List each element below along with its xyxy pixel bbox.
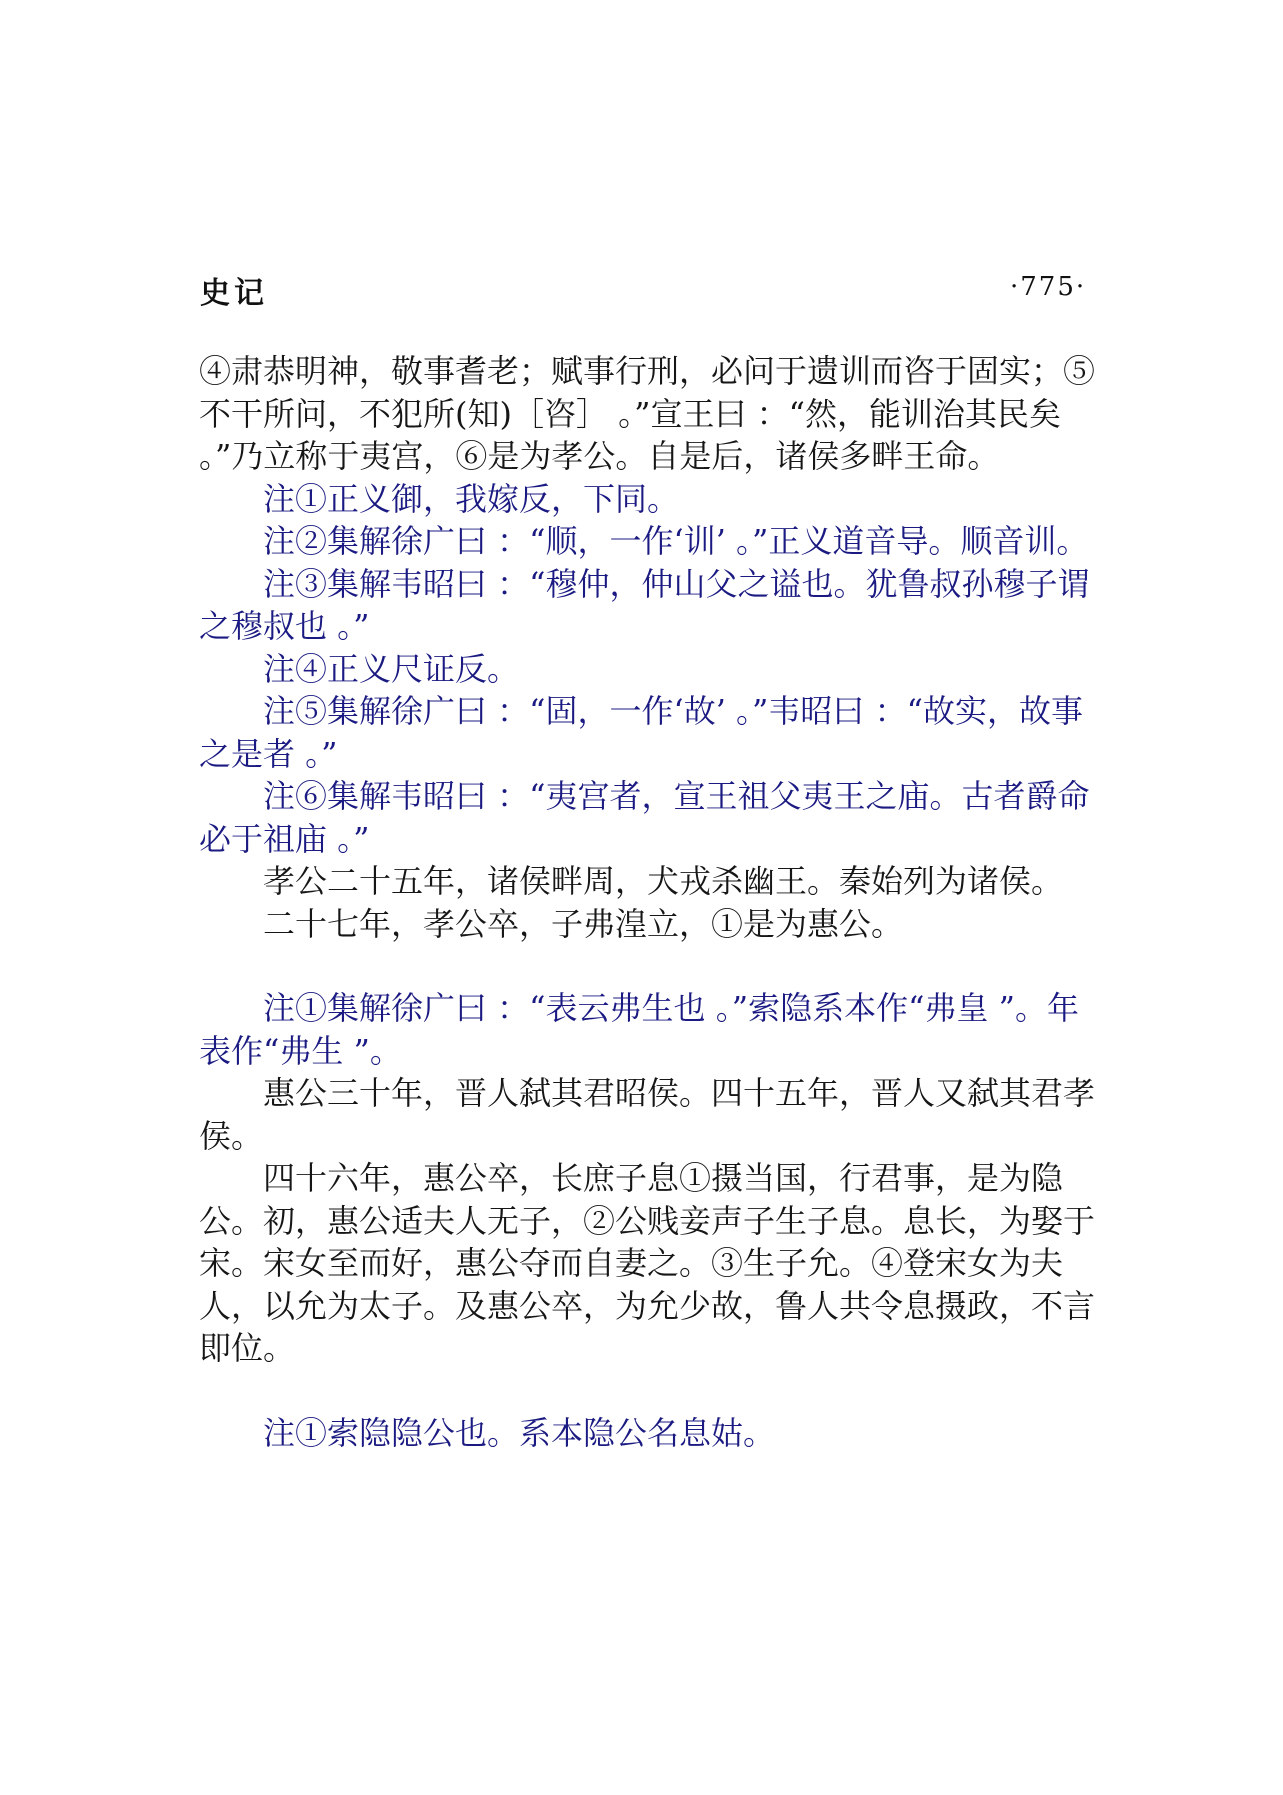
main-text-paragraph: 二十七年，孝公卒，子弗湟立，①是为惠公。 [263,904,904,943]
main-text-paragraph: 孝公二十五年，诸侯畔周，犬戎杀幽王。秦始列为诸侯。 [263,862,1064,900]
annotation-note: 注③集解韦昭曰 ：“穆仲，仲山父之谥也。犹鲁叔孙穆子谓之穆叔也 。” [199,564,1090,645]
annotation-note: 注②集解徐广曰 ：“顺，一作‘训’ 。”正义道音导。顺音训。 [263,522,1089,560]
main-text-paragraph: 四十六年，惠公卒，长庶子息①摄当国，行君事，是为隐公。初，惠公适夫人无子，②公贱妾声子生子息。息长，为娶于宋。宋女至而好，惠公夺而自妻之。③生子允。④登宋女为夫人，以允为太子。及惠公卒，为允少故，鲁人共令息摄政，不言即位。 [199,1159,1096,1367]
page-body [199,350,1099,1454]
main-text-paragraph: ④肃恭明神，敬事耆老；赋事行刑，必问于遗训而咨于固实；⑤不干所问，不犯所(知)［咨］ 。”宣王曰 ：“然，能训治其民矣 。”乃立称于夷宫，⑥是为孝公。自是后，诸侯多畔王命。 [199,352,1096,475]
running-title: 史记 [200,276,268,311]
page-number: ·775· [1010,272,1087,302]
annotation-note: 注⑤集解徐广曰 ：“固，一作‘故’ 。”韦昭曰 ：“故实，故事之是者 。” [199,692,1083,773]
annotation-note: 注①集解徐广曰 ：“表云弗生也 。”索隐系本作“弗皇 ”。年表作“弗生 ”。 [199,989,1079,1070]
annotation-note: 注④正义尺证反。 [263,649,520,688]
annotation-note: 注⑥集解韦昭曰 ：“夷宫者，宣王祖父夷王之庙。古者爵命必于祖庙 。” [199,777,1090,858]
annotation-note: 注①正义御，我嫁反，下同。 [263,479,680,518]
annotation-note: 注①索隐隐公也。系本隐公名息姑。 [263,1413,776,1452]
main-text-paragraph: 惠公三十年，晋人弑其君昭侯。四十五年，晋人又弑其君孝侯。 [199,1074,1096,1155]
